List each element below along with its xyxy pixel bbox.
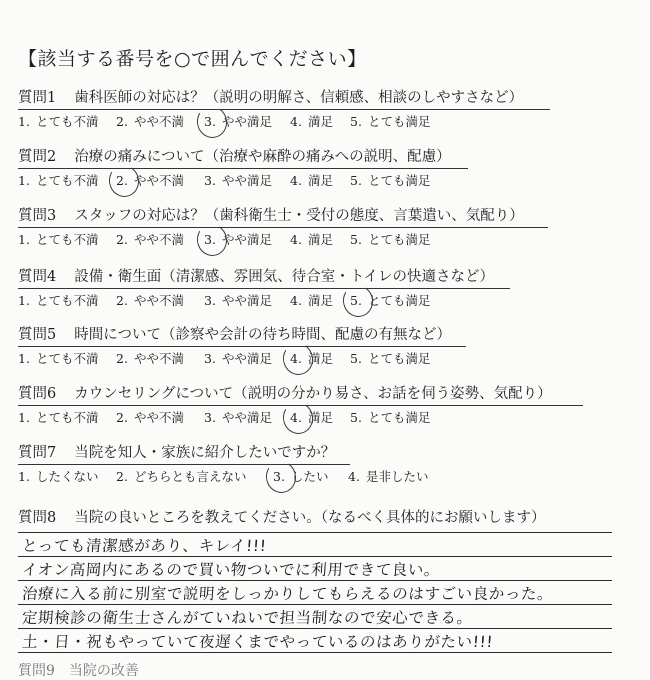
answer-option-1[interactable]	[18, 467, 98, 485]
question-title	[18, 145, 618, 168]
option-label: やや不満	[133, 351, 184, 366]
answer-option-3[interactable]	[204, 230, 272, 248]
question-title	[18, 265, 618, 288]
option-number: 4.	[290, 293, 302, 308]
answer-option-5[interactable]	[350, 349, 430, 367]
answer-option-3[interactable]	[273, 467, 328, 485]
option-number: 3.	[204, 173, 216, 188]
option-number: 5.	[350, 114, 362, 129]
question-6	[18, 382, 618, 428]
option-number: 4.	[290, 114, 302, 129]
question-title	[18, 86, 618, 109]
answer-option-4[interactable]	[290, 112, 333, 130]
answer-option-5[interactable]	[350, 408, 430, 426]
answer-options	[18, 112, 618, 132]
answer-options	[18, 408, 618, 428]
option-label: 満足	[307, 232, 333, 247]
option-number: 1.	[18, 293, 30, 308]
option-number: 5.	[350, 410, 362, 425]
option-number: 4.	[290, 173, 302, 188]
option-label: やや満足	[221, 293, 272, 308]
answer-option-2[interactable]	[116, 230, 184, 248]
option-number: 1.	[18, 232, 30, 247]
survey-heading: 【該当する番号を○で囲んでください】	[18, 48, 367, 70]
option-label: 満足	[307, 351, 333, 366]
answer-option-2[interactable]	[116, 291, 184, 309]
answer-option-3[interactable]	[204, 349, 272, 367]
answer-options	[18, 230, 618, 250]
question-number: 質問2	[18, 149, 57, 165]
question-title	[18, 506, 618, 529]
question-text: 治療の痛みについて（治療や麻酔の痛みへの説明、配慮）	[74, 149, 451, 165]
option-number: 4.	[290, 351, 302, 366]
option-number: 5.	[350, 173, 362, 188]
title-underline	[18, 109, 550, 110]
answer-option-5[interactable]	[350, 112, 430, 130]
option-number: 2.	[116, 293, 128, 308]
question-number: 質問3	[18, 208, 57, 224]
option-number: 2.	[116, 351, 128, 366]
option-label: 満足	[307, 173, 333, 188]
answer-option-1[interactable]	[18, 230, 98, 248]
question-2	[18, 145, 618, 191]
option-number: 1.	[18, 469, 30, 484]
option-number: 2.	[116, 173, 128, 188]
answer-option-2[interactable]	[116, 349, 184, 367]
handwritten-comment-line: 定期検診の衛生士さんがていねいで担当制なので安心できる。	[21, 609, 474, 627]
answer-option-3[interactable]	[204, 408, 272, 426]
option-label: やや不満	[133, 173, 184, 188]
handwritten-comment-line: 土・日・祝もやっていて夜遅くまでやっているのはありがたい!!!	[21, 633, 494, 651]
question-number: 質問7	[18, 445, 57, 461]
option-number: 1.	[18, 410, 30, 425]
option-number: 4.	[348, 469, 360, 484]
option-number: 4.	[290, 410, 302, 425]
option-number: 2.	[116, 469, 128, 484]
option-number: 1.	[18, 114, 30, 129]
option-label: 満足	[307, 114, 333, 129]
question-number: 質問6	[18, 386, 57, 402]
answer-option-1[interactable]	[18, 291, 98, 309]
answer-option-1[interactable]	[18, 408, 98, 426]
option-label: やや満足	[221, 114, 272, 129]
question-number: 質問4	[18, 269, 57, 285]
question-number: 質問8	[18, 510, 57, 526]
answer-option-4[interactable]	[290, 230, 333, 248]
option-label: とても満足	[367, 173, 431, 188]
question-3	[18, 204, 618, 250]
option-label: とても満足	[367, 410, 431, 425]
option-label: とても不満	[35, 351, 99, 366]
option-number: 2.	[116, 232, 128, 247]
answer-option-3[interactable]	[204, 291, 272, 309]
question-title	[18, 204, 618, 227]
option-number: 3.	[204, 410, 216, 425]
option-label: どちらとも言えない	[133, 469, 247, 484]
answer-option-2[interactable]	[116, 112, 184, 130]
option-label: やや不満	[133, 232, 184, 247]
question-title	[18, 382, 618, 405]
answer-option-4[interactable]	[290, 171, 333, 189]
option-number: 1.	[18, 173, 30, 188]
option-number: 3.	[204, 114, 216, 129]
option-label: とても不満	[35, 173, 99, 188]
title-underline	[18, 168, 468, 169]
option-number: 2.	[116, 114, 128, 129]
answer-options	[18, 349, 618, 369]
answer-option-4[interactable]	[348, 467, 428, 485]
question-title	[18, 323, 618, 346]
option-number: 1.	[18, 351, 30, 366]
question-text: 設備・衛生面（清潔感、雰囲気、待合室・トイレの快適さなど）	[74, 269, 495, 285]
question-text: 時間について（診察や会計の待ち時間、配慮の有無など）	[74, 327, 451, 343]
answer-option-2[interactable]	[116, 467, 246, 485]
option-label: やや不満	[133, 114, 184, 129]
question-7	[18, 441, 618, 487]
answer-option-2[interactable]	[116, 408, 184, 426]
question-number: 質問1	[18, 90, 57, 106]
option-label: したくない	[35, 469, 99, 484]
question-8	[18, 506, 618, 529]
option-number: 4.	[290, 232, 302, 247]
option-label: 満足	[307, 293, 333, 308]
handwritten-comment-line: 治療に入る前に別室で説明をしっかりしてもらえるのはすごい良かった。	[21, 585, 554, 603]
option-label: したい	[290, 469, 329, 484]
option-label: とても不満	[35, 410, 99, 425]
option-number: 5.	[350, 232, 362, 247]
answer-option-4[interactable]	[290, 349, 333, 367]
option-label: とても不満	[35, 232, 99, 247]
ruled-line	[18, 652, 612, 653]
next-question-cutoff: 質問9 当院の改善	[18, 663, 139, 679]
title-underline	[18, 227, 548, 228]
answer-option-5[interactable]	[350, 230, 430, 248]
option-number: 3.	[204, 232, 216, 247]
question-text: 当院の良いところを教えてください。（なるべく具体的にお願いします）	[74, 510, 546, 526]
option-number: 5.	[350, 293, 362, 308]
answer-option-5[interactable]	[350, 291, 430, 309]
title-underline	[18, 464, 350, 465]
option-label: やや満足	[221, 173, 272, 188]
option-label: 満足	[307, 410, 333, 425]
option-label: とても満足	[367, 232, 431, 247]
answer-option-1[interactable]	[18, 349, 98, 367]
question-text: 歯科医師の対応は？（説明の明解さ、信頼感、相談のしやすさなど）	[74, 90, 524, 106]
option-label: とても不満	[35, 114, 99, 129]
question-1	[18, 86, 618, 132]
question-text: スタッフの対応は？（歯科衛生士・受付の態度、言葉遣い、気配り）	[74, 208, 524, 224]
answer-options	[18, 467, 618, 487]
option-number: 3.	[204, 351, 216, 366]
question-5	[18, 323, 618, 369]
option-label: やや不満	[133, 410, 184, 425]
handwritten-comment-line: とっても清潔感があり、キレイ!!!	[21, 537, 268, 555]
option-label: やや満足	[221, 232, 272, 247]
title-underline	[18, 346, 466, 347]
answer-option-5[interactable]	[350, 171, 430, 189]
option-label: やや満足	[221, 410, 272, 425]
option-label: とても不満	[35, 293, 99, 308]
answer-option-4[interactable]	[290, 291, 333, 309]
answer-option-2[interactable]	[116, 171, 184, 189]
question-text: 当院を知人・家族に紹介したいですか？	[74, 445, 336, 461]
option-number: 5.	[350, 351, 362, 366]
question-4	[18, 265, 618, 311]
answer-option-4[interactable]	[290, 408, 333, 426]
option-number: 3.	[273, 469, 285, 484]
answer-option-1[interactable]	[18, 112, 98, 130]
question-title	[18, 441, 618, 464]
question-number: 質問5	[18, 327, 57, 343]
option-label: やや不満	[133, 293, 184, 308]
option-label: やや満足	[221, 351, 272, 366]
option-number: 2.	[116, 410, 128, 425]
answer-options	[18, 291, 618, 311]
answer-option-3[interactable]	[204, 171, 272, 189]
option-number: 3.	[204, 293, 216, 308]
option-label: とても満足	[367, 351, 431, 366]
title-underline	[18, 288, 510, 289]
option-label: 是非したい	[365, 469, 429, 484]
option-label: とても満足	[367, 293, 431, 308]
answer-option-1[interactable]	[18, 171, 98, 189]
option-label: とても満足	[367, 114, 431, 129]
answer-option-3[interactable]	[204, 112, 272, 130]
question-text: カウンセリングについて（説明の分かり易さ、お話を伺う姿勢、気配り）	[74, 386, 552, 402]
handwritten-comment-line: イオン高岡内にあるので買い物ついでに利用できて良い。	[21, 561, 441, 579]
answer-options	[18, 171, 618, 191]
